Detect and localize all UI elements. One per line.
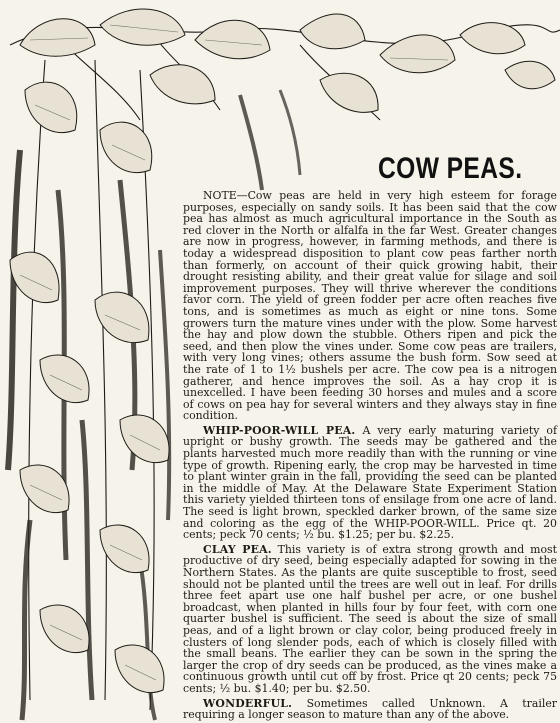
variety-name: WONDERFUL. xyxy=(203,696,293,710)
note-paragraph xyxy=(183,190,557,422)
variety-wonderful xyxy=(183,698,557,721)
note-text: —Cow peas are held in very high esteem for forage purposes, especially on sandy soils. It has been said that the cow pea has almost as much agricultural importance in the South as red clover in the North or alfalfa in the far West. Greater changes are now in progress, however, in farming methods, and there is today a widespread disposition to plant cow peas farther north than formerly, on account of their quick growing habit, their drought resisting ability, and their great value for silage and soil improvement purposes. They will thrive wherever the conditions favor corn. The yield of green fodder per acre often reaches five tons, and is sometimes as much as eight or nine tons. Some growers turn the mature vines under with the plow. Some harvest the hay and plow down the stubble. Others ripen and pick the seed, and then plow the vines under. Some cow peas are trailers, with very long vines; others assume the bush form. Sow seed at the rate of 1 to 1½ bushels per acre. The cow pea is a nitrogen gatherer, and hence improves the soil. As a hay crop it is unexcelled. I have been feeding 30 horses and mules and a score of cows on pea hay for several winters and they always stay in fine condition. xyxy=(183,189,557,423)
text-column xyxy=(183,190,557,721)
note-lead: NOTE xyxy=(203,189,237,202)
variety-name: WHIP-POOR-WILL PEA. xyxy=(203,423,356,437)
variety-description: This variety is of extra strong growth and most productive of dry seed, being especially adapted for sowing in the Northern States. As the plants are quite susceptible to frost, seed should not be planted until the trees are well out in leaf. For drills three feet apart use one half bushel per acre, or one bushel broadcast, when planted in hills four by four feet, with corn one quarter bushel is sufficient. The seed is about the size of small peas, and of a light brown or clay color, being produced freely in clusters of long slender pods, each of which is closely filled with the small beans. The earlier they can be sown in the spring the larger the crop of dry seeds can be produced, as the vines make a continuous growth until cut off by frost. Price qt 20 cents; peck 75 cents; ½ bu. $1.40; per bu. $2.50. xyxy=(183,542,557,695)
variety-description: A very early maturing variety of upright or bushy growth. The seeds may be gathered and the plants harvested much more readily than with the running or vine type of growth. Ripening early, the crop may be harvested in time to plant winter grain in the fall, providing the seed can be planted in the middle of May. At the Delaware State Experiment Station this variety yielded thirteen tons of ensilage from one acre of land. The seed is light brown, speckled darker brown, of the same size and coloring as the egg of the WHIP-POOR-WILL. Price qt. 20 cents; peck 70 cents; ½ bu. $1.25; per bu. $2.25. xyxy=(183,423,557,542)
variety-name: CLAY PEA. xyxy=(203,542,272,556)
page-title: COW PEAS. xyxy=(378,152,523,185)
variety-clay-pea xyxy=(183,544,557,695)
variety-whip-poor-will xyxy=(183,425,557,541)
variety-description: Sometimes called Unknown. A trailer requiring a longer season to mature than any of the above. xyxy=(183,696,557,722)
